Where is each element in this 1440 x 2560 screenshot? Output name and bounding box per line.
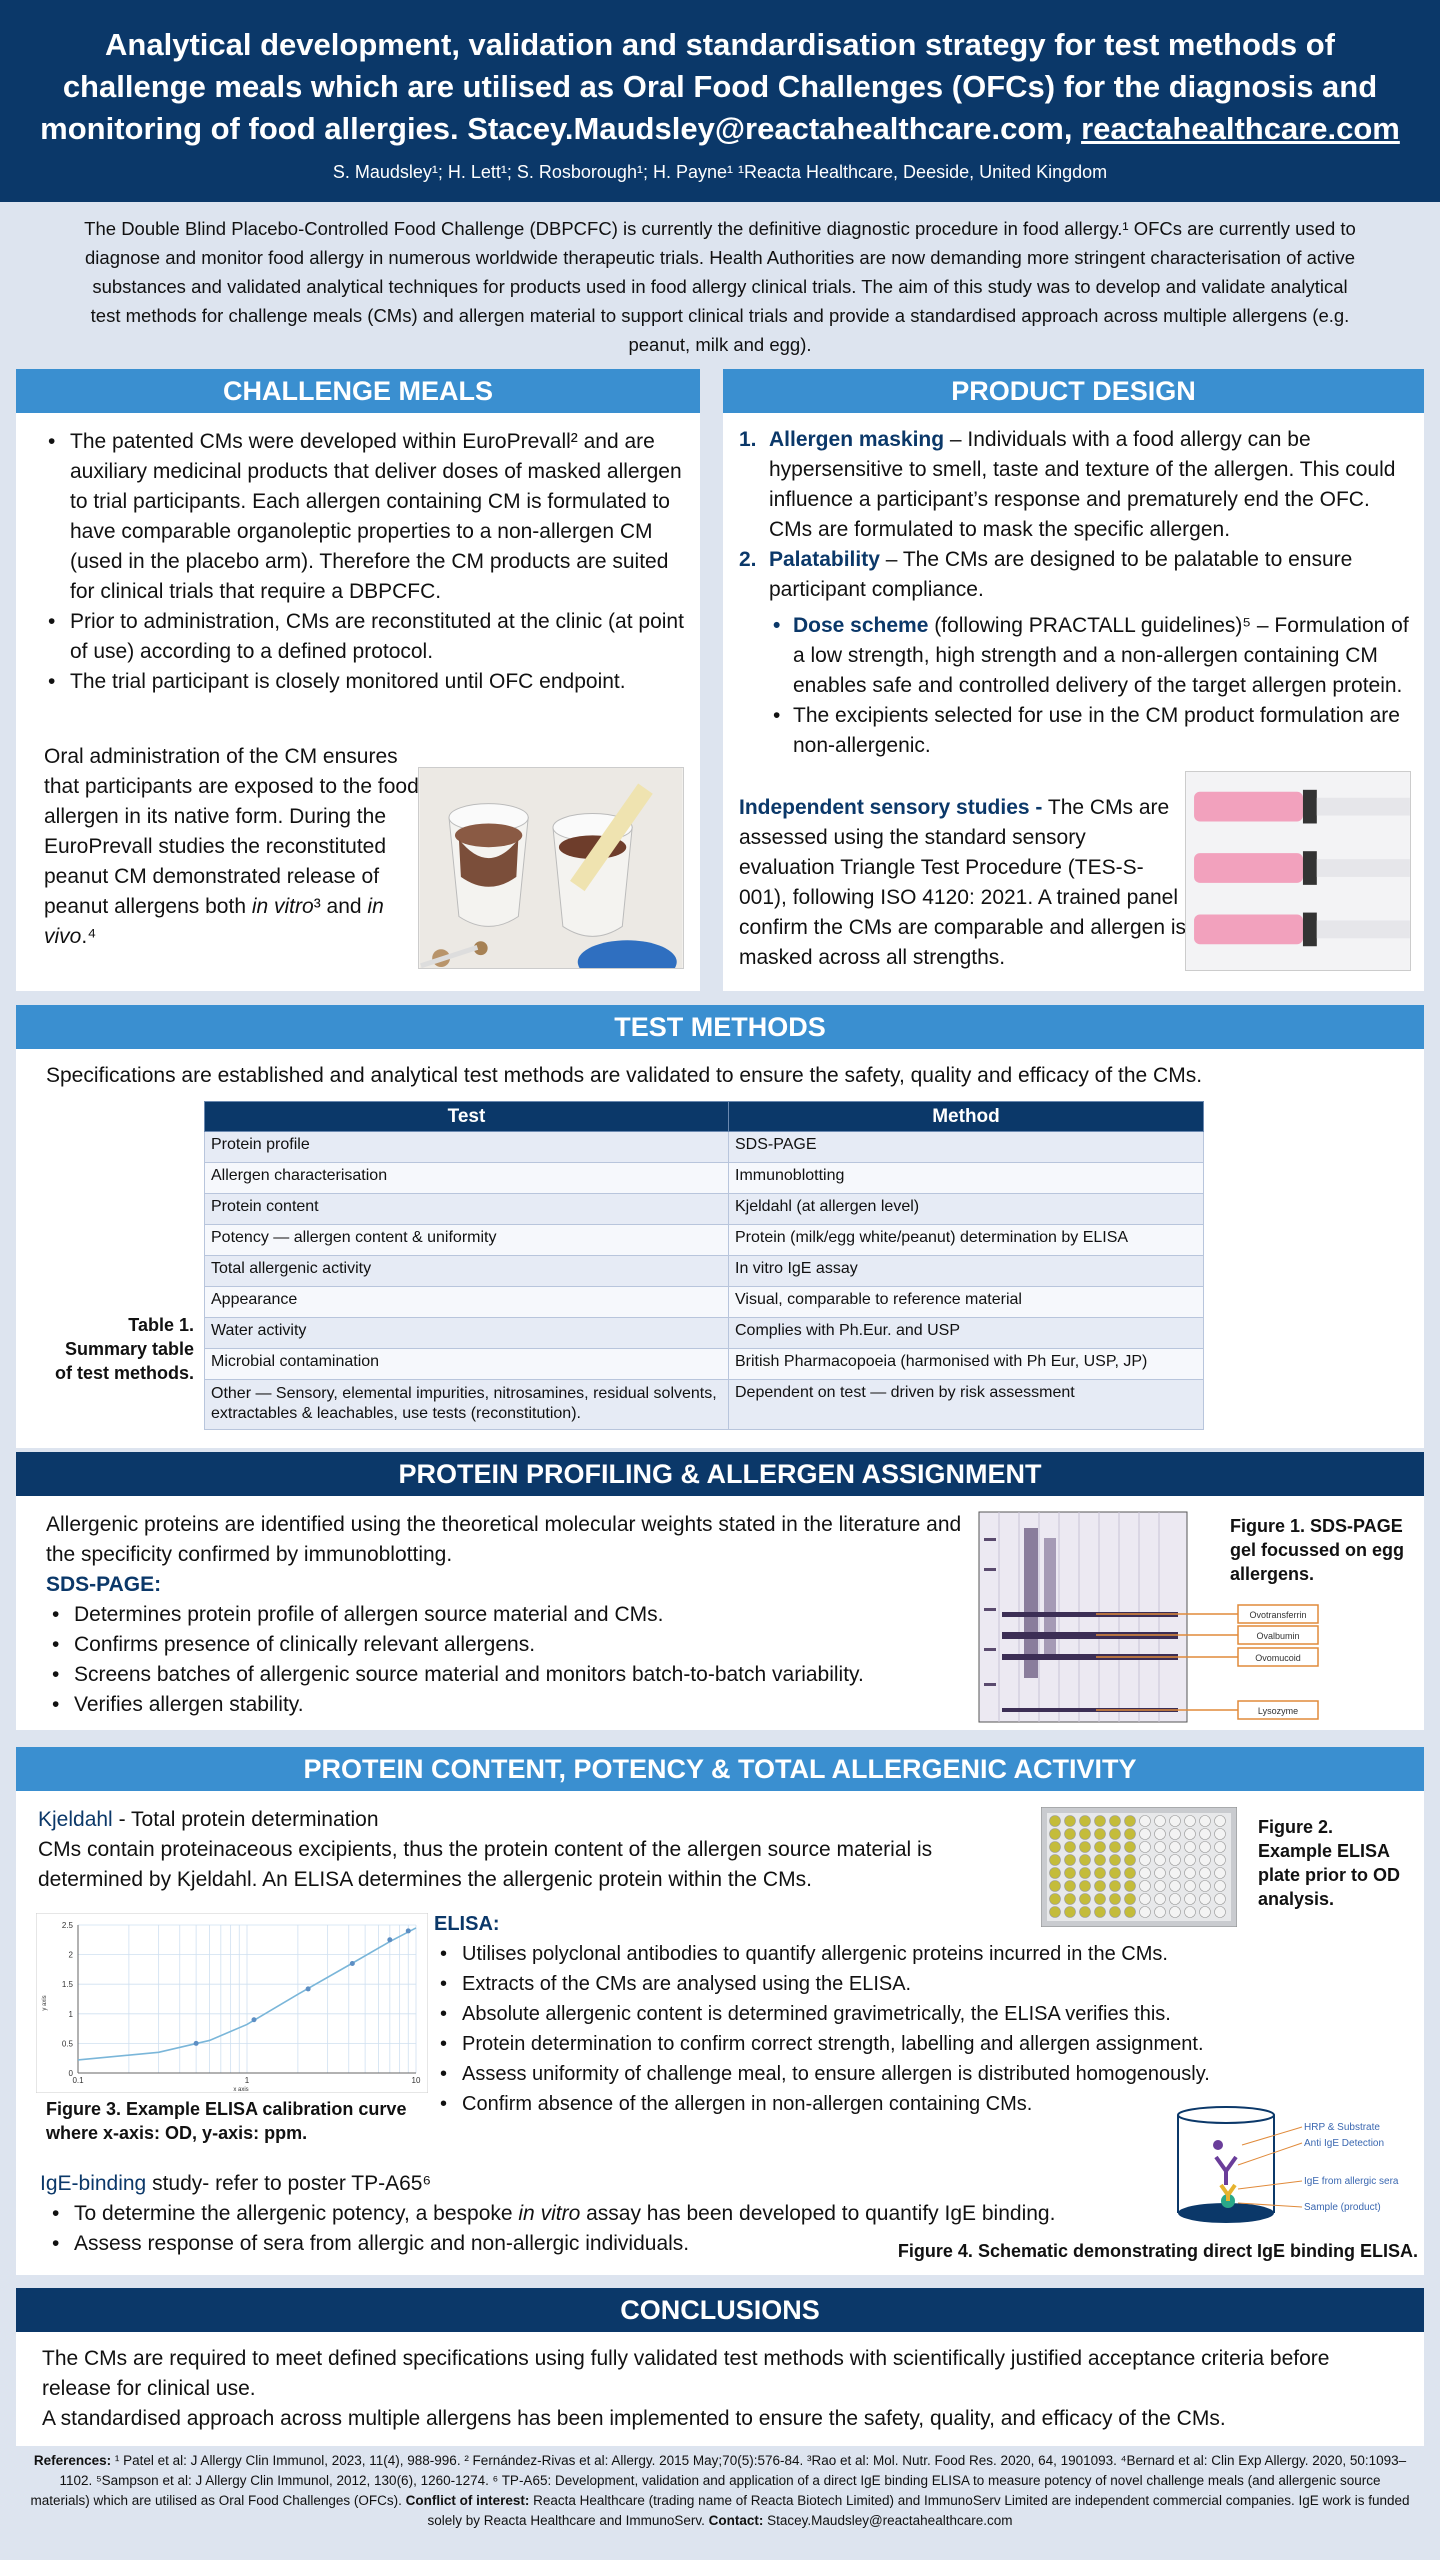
y-tick-label: 2.5 — [61, 1921, 73, 1930]
plate-well — [1140, 1829, 1151, 1840]
kjeldahl-block — [38, 1805, 1038, 1895]
figure-3-caption: Figure 3. Example ELISA calibration curve where x-axis: OD, y-axis: ppm. — [46, 2099, 407, 2143]
test-methods-section — [16, 1005, 1424, 1448]
plate-well — [1125, 1842, 1136, 1853]
plate-well — [1125, 1829, 1136, 1840]
product-design-list — [739, 425, 1414, 761]
plate-well — [1155, 1842, 1166, 1853]
plate-well — [1125, 1816, 1136, 1827]
allergen-masking-item: 1. Allergen masking – Individuals with a food allergy can be hypersensitive to smell, taste and texture of the allergen. This could influence a participant’s response and prematurely end the OFC. CMs are formulated to mask the specific allergen. — [739, 428, 1396, 541]
plate-well — [1200, 1829, 1211, 1840]
plate-well — [1095, 1868, 1106, 1879]
plate-well — [1065, 1842, 1076, 1853]
plate-well — [1155, 1881, 1166, 1892]
sensory-studies-paragraph: Independent sensory studies - The CMs are assessed using the standard sensory evaluation Triangle Test Procedure (TES-S-001), following ISO 4120: 2021. A trained panel confirm the CMs are comparable and allergen is masked across all strengths. — [739, 796, 1187, 969]
list-item: • Verifies allergen stability. — [46, 1690, 996, 1720]
y-tick-label: 1 — [68, 2009, 73, 2019]
list-item: • To determine the allergenic potency, a bespoke in vitro assay has been developed to quantify IgE binding. — [46, 2199, 1160, 2229]
author-list: S. Maudsley¹; H. Lett¹; S. Rosborough¹; H. Payne¹ ¹Reacta Healthcare, Deeside, United Kingdom — [332, 162, 1108, 182]
plate-well — [1155, 1816, 1166, 1827]
table-row: Protein content Kjeldahl (at allergen level) — [205, 1194, 1204, 1225]
plate-well — [1140, 1855, 1151, 1866]
plate-well — [1215, 1842, 1226, 1853]
plate-well — [1140, 1868, 1151, 1879]
gel-label-ovotransferrin: Ovotransferrin — [1249, 1610, 1307, 1620]
test-methods-heading: TEST METHODS — [16, 1005, 1424, 1049]
plate-well — [1065, 1868, 1076, 1879]
plate-well — [1110, 1894, 1121, 1905]
schematic-label-sample: Sample (product) — [1304, 2202, 1381, 2213]
figure-2-caption: Figure 2. Example ELISA plate prior to OD analysis. — [1258, 1817, 1401, 1909]
plate-well — [1080, 1894, 1091, 1905]
plate-well — [1185, 1868, 1196, 1879]
plate-well — [1215, 1816, 1226, 1827]
table-row: Appearance Visual, comparable to reference material — [205, 1287, 1204, 1318]
syringes-photo — [1185, 771, 1411, 971]
plate-well — [1050, 1881, 1061, 1892]
y-tick-label: 2 — [68, 1950, 73, 1960]
table-row: Potency — allergen content & uniformity Protein (milk/egg white/peanut) determination by ELISA — [205, 1225, 1204, 1256]
plate-well — [1095, 1816, 1106, 1827]
plate-well — [1155, 1855, 1166, 1866]
plate-well — [1110, 1842, 1121, 1853]
list-item: • Determines protein profile of allergen source material and CMs. — [46, 1600, 996, 1630]
chart-y-axis-label: y axis — [42, 1995, 48, 2011]
poster-header — [0, 0, 1440, 202]
conclusions-heading: CONCLUSIONS — [16, 2288, 1424, 2332]
test-methods-table — [204, 1101, 1204, 1430]
list-item: • The patented CMs were developed within EuroPrevall² and are auxiliary medicinal products that deliver doses of masked allergen to trial participants. Each allergen containing CM is formulated to have comparable organoleptic properties to a non-allergen CM (used in the placebo arm). Therefore the CM products are suited for clinical trials that require a DBPCFC. — [42, 427, 690, 607]
plate-well — [1185, 1894, 1196, 1905]
conclusions-section — [16, 2288, 1424, 2446]
oral-admin-paragraph: Oral administration of the CM ensures that participants are exposed to the food allergen in its native form. During the EuroPrevall studies the reconstituted peanut CM demonstrated release of peanut allergens both in vitro³ and in vivo.⁴ — [44, 745, 419, 948]
plate-well — [1095, 1894, 1106, 1905]
plate-well — [1215, 1894, 1226, 1905]
list-item: • Absolute allergenic content is determined gravimetrically, the ELISA verifies this. — [434, 1999, 1334, 2029]
x-tick-label: 0.1 — [72, 2076, 84, 2085]
plate-well — [1170, 1829, 1181, 1840]
plate-well — [1140, 1894, 1151, 1905]
plate-well — [1140, 1816, 1151, 1827]
plate-well — [1200, 1881, 1211, 1892]
plate-well — [1200, 1894, 1211, 1905]
elisa-block — [434, 1909, 1334, 2119]
plate-well — [1215, 1868, 1226, 1879]
plate-well — [1050, 1816, 1061, 1827]
product-design-heading: PRODUCT DESIGN — [723, 369, 1424, 413]
plate-well — [1050, 1894, 1061, 1905]
challenge-meals-bullets — [42, 427, 690, 697]
plate-well — [1170, 1894, 1181, 1905]
y-tick-label: 1.5 — [61, 1980, 73, 1990]
plate-well — [1170, 1855, 1181, 1866]
conclusions-para-2: A standardised approach across multiple allergens has been implemented to ensure the safety, quality, and efficacy of the CMs. — [42, 2407, 1226, 2430]
list-item: • Utilises polyclonal antibodies to quantify allergenic proteins incurred in the CMs. — [434, 1939, 1334, 1969]
plate-well — [1200, 1855, 1211, 1866]
plate-well — [1050, 1868, 1061, 1879]
chart-x-axis-label: x axis — [233, 2087, 249, 2093]
plate-well — [1110, 1868, 1121, 1879]
y-tick-label: 0.5 — [61, 2039, 73, 2049]
table-row: Allergen characterisation Immunoblotting — [205, 1163, 1204, 1194]
challenge-meals-section — [16, 369, 700, 991]
test-methods-table-wrapper — [204, 1101, 1204, 1430]
product-design-section — [723, 369, 1424, 991]
plate-well — [1110, 1855, 1121, 1866]
plate-well — [1065, 1816, 1076, 1827]
references-footer: References: ¹ Patel et al: J Allergy Clin Immunol, 2023, 11(4), 988-996. ² Fernández-Rivas et al: Allergy. 2015 May;70(5):576-84. ³Rao et al: Mol. Nutr. Food Res. 2020, 64, 1901093. ⁴Bernard et al: Clin Exp Allergy. 2020, 50:1093–1102. ⁵Sampson et al: J Allergy Clin Immunol, 2012, 130(6), 1260-1274. ⁶ TP-A65: Development, validation and application of a direct IgE binding ELISA to measure potency of novel challenge meals (and allergenic source materials) which are utilised as Oral Food Challenges (OFCs). Conflict of interest: Reacta Healthcare (trading name of Reacta Biotech Limited) and ImmunoServ Limited are independent commercial companies. IgE work is funded solely by Reacta Healthcare and ImmunoServ. Contact: Stacey.Maudsley@reactahealthcare.com — [30, 2453, 1410, 2528]
data-point — [251, 2017, 256, 2022]
plate-well — [1065, 1829, 1076, 1840]
table-row: Water activity Complies with Ph.Eur. and USP — [205, 1318, 1204, 1349]
plate-well — [1050, 1829, 1061, 1840]
palatability-item: 2. Palatability – The CMs are designed to be palatable to ensure participant compliance. — [739, 548, 1353, 601]
conclusions-para-1: The CMs are required to meet defined specifications using fully validated test methods with scientifically justified acceptance criteria before release for clinical use. — [42, 2347, 1330, 2400]
ige-elisa-schematic — [1176, 2105, 1416, 2227]
plate-well — [1140, 1842, 1151, 1853]
plate-well — [1125, 1881, 1136, 1892]
potency-section — [16, 1747, 1424, 2275]
kjeldahl-title: Kjeldahl - Total protein determination — [38, 1808, 379, 1831]
data-point — [306, 1986, 311, 1991]
protein-profiling-section — [16, 1452, 1424, 1730]
plate-well — [1185, 1829, 1196, 1840]
plate-well — [1095, 1855, 1106, 1866]
data-point — [406, 1928, 411, 1933]
plate-well — [1140, 1881, 1151, 1892]
list-item: • The trial participant is closely monitored until OFC endpoint. — [42, 667, 690, 697]
plate-well — [1170, 1868, 1181, 1879]
plate-well — [1200, 1842, 1211, 1853]
list-item: • Extracts of the CMs are analysed using the ELISA. — [434, 1969, 1334, 1999]
list-item: • Assess uniformity of challenge meal, to ensure allergen is distributed homogenously. — [434, 2059, 1334, 2089]
figure-4-caption: Figure 4. Schematic demonstrating direct IgE binding ELISA. — [897, 2241, 1418, 2261]
protein-profiling-heading: PROTEIN PROFILING & ALLERGEN ASSIGNMENT — [16, 1452, 1424, 1496]
x-tick-label: 1 — [244, 2076, 250, 2085]
list-item: • Protein determination to confirm correct strength, labelling and allergen assignment. — [434, 2029, 1334, 2059]
column-header-method: Method — [729, 1102, 1204, 1132]
plate-well — [1215, 1855, 1226, 1866]
table-1-caption: Table 1. Summary table of test methods. — [54, 1315, 194, 1383]
plate-well — [1170, 1842, 1181, 1853]
plate-well — [1185, 1816, 1196, 1827]
plate-well — [1155, 1868, 1166, 1879]
table-row: Other — Sensory, elemental impurities, nitrosamines, residual solvents, extractables & leachables, use tests (reconstitution). Dependent on test — driven by risk assessment — [205, 1380, 1204, 1430]
ige-binding-title: IgE-binding study- refer to poster TP-A65⁶ — [40, 2172, 432, 2195]
plate-well — [1065, 1881, 1076, 1892]
plate-well — [1110, 1829, 1121, 1840]
plate-well — [1170, 1816, 1181, 1827]
gel-label-lysozyme: Lysozyme — [1257, 1706, 1299, 1716]
schematic-label-hrp: HRP & Substrate — [1304, 2122, 1380, 2133]
intro-paragraph: The Double Blind Placebo-Controlled Food Challenge (DBPCFC) is currently the definitive diagnostic procedure in food allergy.¹ OFCs are currently used to diagnose and monitor food allergy in numerous worldwide therapeutic trials. Health Authorities are now demanding more stringent characterisation of active substances and validated analytical techniques for products used in food allergy clinical trials. The aim of this study was to develop and validate analytical test methods for challenge meals (CMs) and allergen material to support clinical trials and provide a standardised approach across multiple allergens (e.g. peanut, milk and egg). — [84, 218, 1356, 355]
gel-label-ovomucoid: Ovomucoid — [1255, 1653, 1301, 1663]
list-item: • Confirms presence of clinically relevant allergens. — [46, 1630, 996, 1660]
plate-well — [1095, 1829, 1106, 1840]
y-tick-label: 0 — [68, 2069, 73, 2078]
protein-profiling-intro: Allergenic proteins are identified using the theoretical molecular weights stated in the literature and the specificity confirmed by immunoblotting. — [46, 1513, 962, 1566]
plate-well — [1080, 1829, 1091, 1840]
conclusions-text — [42, 2344, 1402, 2434]
plate-well — [1080, 1868, 1091, 1879]
plate-well — [1200, 1868, 1211, 1879]
plate-well — [1215, 1881, 1226, 1892]
list-item: • Screens batches of allergenic source material and monitors batch-to-batch variability. — [46, 1660, 996, 1690]
excipients-item: • The excipients selected for use in the CM product formulation are non-allergenic. — [773, 704, 1400, 757]
chart-grid — [78, 1925, 416, 2073]
elisa-title: ELISA: — [434, 1913, 500, 1935]
plate-well — [1155, 1894, 1166, 1905]
data-point — [194, 2041, 199, 2046]
plate-well — [1065, 1855, 1076, 1866]
plate-well — [1185, 1842, 1196, 1853]
table-row: Microbial contamination British Pharmacopoeia (harmonised with Ph Eur, USP, JP) — [205, 1349, 1204, 1380]
plate-well — [1125, 1855, 1136, 1866]
plate-well — [1200, 1816, 1211, 1827]
column-header-test: Test — [205, 1102, 729, 1132]
elisa-calibration-chart — [36, 1913, 428, 2093]
elisa-bullets — [434, 1939, 1334, 2119]
list-item: • Confirm absence of the allergen in non-allergen containing CMs. — [434, 2089, 1334, 2119]
poster-title — [0, 0, 1440, 150]
challenge-meal-cups-photo — [418, 767, 684, 969]
table-row: Total allergenic activity In vitro IgE assay — [205, 1256, 1204, 1287]
plate-well — [1170, 1881, 1181, 1892]
plate-well — [1080, 1842, 1091, 1853]
figure-1-caption: Figure 1. SDS-PAGE gel focussed on egg allergens. — [1230, 1516, 1405, 1584]
plate-well — [1110, 1881, 1121, 1892]
test-methods-intro: Specifications are established and analytical test methods are validated to ensure the safety, quality and efficacy of the CMs. — [46, 1064, 1203, 1087]
kjeldahl-text: CMs contain proteinaceous excipients, thus the protein content of the allergen source material is determined by Kjeldahl. An ELISA determines the allergenic protein within the CMs. — [38, 1838, 933, 1891]
plate-well — [1050, 1855, 1061, 1866]
plate-well — [1080, 1855, 1091, 1866]
plate-well — [1065, 1894, 1076, 1905]
data-point — [350, 1961, 355, 1966]
plate-well — [1110, 1816, 1121, 1827]
table-row: Protein profile SDS-PAGE — [205, 1132, 1204, 1163]
plate-well — [1185, 1855, 1196, 1866]
list-item: • Prior to administration, CMs are reconstituted at the clinic (at point of use) according to a defined protocol. — [42, 607, 690, 667]
plate-well — [1050, 1842, 1061, 1853]
challenge-meals-heading: CHALLENGE MEALS — [16, 369, 700, 413]
plate-well — [1215, 1829, 1226, 1840]
list-item: • Assess response of sera from allergic and non-allergic individuals. — [46, 2229, 1160, 2259]
plate-well — [1185, 1881, 1196, 1892]
dose-scheme-item: • Dose scheme (following PRACTALL guidelines)⁵ – Formulation of a low strength, high strength and a non-allergen containing CM enables safe and controlled delivery of the target allergen protein. — [773, 614, 1409, 697]
potency-heading: PROTEIN CONTENT, POTENCY & TOTAL ALLERGENIC ACTIVITY — [16, 1747, 1424, 1791]
plate-well — [1155, 1829, 1166, 1840]
plate-well — [1125, 1894, 1136, 1905]
title-text: Analytical development, validation and standardisation strategy for test methods of challenge meals which are utilised as Oral Food Challenges (OFCs) for the diagnosis and monitoring of food allergies. Stacey.Maudsley@reactahealthcare.com, — [40, 27, 1378, 146]
plate-well — [1080, 1816, 1091, 1827]
plate-well — [1125, 1868, 1136, 1879]
plate-well — [1095, 1842, 1106, 1853]
schematic-label-ige: IgE from allergic sera — [1304, 2176, 1399, 2187]
sds-page-label: SDS-PAGE: — [46, 1573, 162, 1596]
website-link[interactable]: reactahealthcare.com — [1081, 111, 1400, 146]
schematic-label-anti-ige: Anti IgE Detection — [1304, 2138, 1385, 2149]
gel-label-ovalbumin: Ovalbumin — [1256, 1631, 1300, 1641]
sds-page-bullets — [46, 1600, 996, 1720]
plate-well — [1080, 1881, 1091, 1892]
protein-profiling-text — [46, 1510, 996, 1720]
data-point — [387, 1937, 392, 1942]
plate-well — [1095, 1881, 1106, 1892]
x-tick-label: 10 — [411, 2076, 421, 2085]
